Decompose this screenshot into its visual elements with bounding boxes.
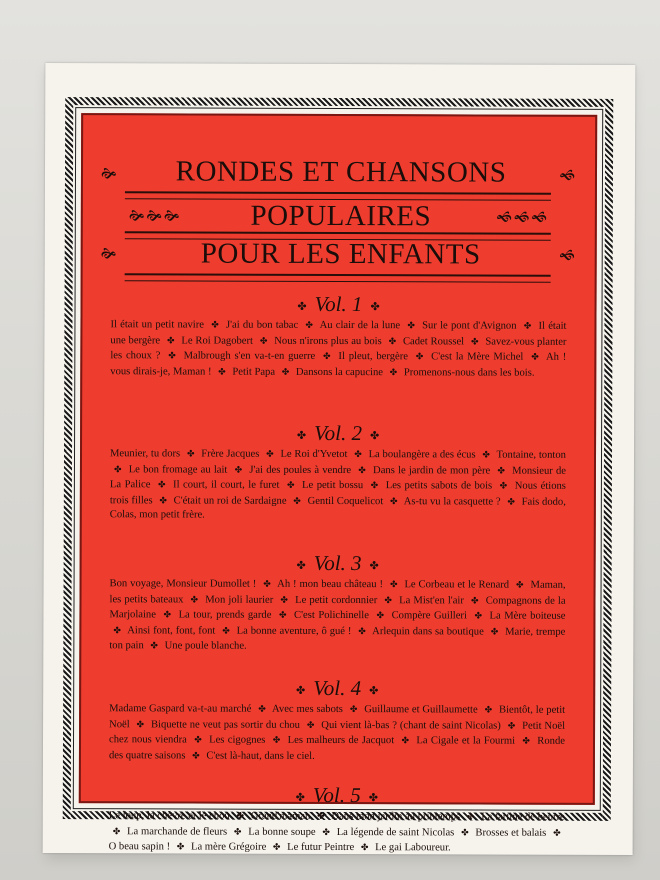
song-title: Le petit bossu [301,479,364,492]
flourish-separator-icon: ✤ [461,826,469,837]
song-title: Guillaume et Guillaumette [364,704,478,716]
flourish-separator-icon: ✤ [259,335,268,346]
song-title: C'est Polichinelle [294,609,369,622]
song-title: Maman, les petits bateaux [109,579,566,605]
song-title: La Cigale et la Fourmi [416,735,516,747]
song-title: Il était un petit navire [110,319,204,331]
flourish-separator-icon: ✤ [384,594,392,605]
flourish-separator-icon: ✤ [176,841,185,852]
flourish-icon: ✤ [296,429,307,442]
flourish-separator-icon: ✤ [388,335,397,346]
flourish-separator-icon: ✤ [349,704,358,715]
flourish-separator-icon: ✤ [234,464,243,475]
song-title: La bonne soupe [248,826,316,838]
flourish-separator-icon: ✤ [490,626,499,637]
song-title: Marie, trempe ton pain [109,626,566,652]
song-title: Le loup, la chèvre et le chou [108,810,230,822]
flourish-separator-icon: ✤ [323,350,331,361]
song-title: O beau sapin ! [108,841,171,853]
song-title: Une poule blanche. [164,640,247,652]
flourish-separator-icon: ✤ [186,448,195,459]
song-title: Cadet Roussel [402,335,465,347]
flourish-separator-icon: ✤ [354,449,362,460]
song-title: As-tu vu la casquette ? [403,495,501,508]
bird-ornament-icon: 🙞 [100,247,119,263]
song-title: Petit Papa [232,366,276,378]
flourish-separator-icon: ✤ [531,351,539,362]
flourish-separator-icon: ✤ [136,718,145,729]
flourish-separator-icon: ✤ [474,610,483,621]
song-title: Nous n'irons plus au bois [274,335,382,347]
flourish-separator-icon: ✤ [306,719,315,730]
flourish-icon: ✤ [369,559,379,572]
song-title: C'est là-haut, dans le ciel. [206,750,315,762]
song-title: Le Roi Dagobert [181,334,254,347]
flourish-separator-icon: ✤ [507,720,516,731]
song-title: Ainsi font, font, font [127,624,216,637]
flourish-separator-icon: ✤ [470,335,479,346]
flourish-separator-icon: ✤ [272,841,281,852]
volume-song-list [109,576,565,655]
flourish-separator-icon: ✤ [258,703,266,714]
title-rule [125,273,551,282]
song-title: Les petits sabots de bois [385,480,493,492]
song-title: Qui vient là-bas ? (chant de saint Nicolas) [321,719,501,732]
flourish-separator-icon: ✤ [305,319,313,330]
flourish-separator-icon: ✤ [376,610,385,621]
song-title: Au clair de la lune [319,319,401,332]
song-title: Dans le jardin de mon père [373,464,491,477]
flourish-separator-icon: ✤ [218,366,226,377]
song-title: C'était un roi de Sardaigne [173,494,287,507]
song-title: La Mère boiteuse [489,610,566,622]
volume-heading: ✤ Vol. 1 ✤ [297,291,380,317]
flourish-separator-icon: ✤ [389,579,398,590]
song-title: Mon joli laurier [205,594,274,606]
song-title: Compagnons de la Marjolaine [109,595,566,621]
flourish-separator-icon: ✤ [211,319,219,330]
song-title: La Mist'en l'air [399,594,464,606]
flourish-separator-icon: ✤ [484,704,493,715]
song-title: Les malheurs de Jacquot [287,734,395,747]
flourish-separator-icon: ✤ [360,842,369,853]
flourish-separator-icon: ✤ [466,811,475,822]
title-line-3: POUR LES ENFANTS [200,237,481,271]
flourish-separator-icon: ✤ [280,594,289,605]
song-title: La boulangère a des écus [368,449,476,461]
flourish-icon: ✤ [296,684,306,697]
song-title: Le bon fromage au lait [128,463,228,476]
flourish-separator-icon: ✤ [157,479,166,490]
flourish-separator-icon: ✤ [159,494,167,505]
flourish-separator-icon: ✤ [523,320,532,331]
flourish-separator-icon: ✤ [317,810,325,821]
song-title: Grand'maman [250,810,311,822]
song-title: J'ai du bon tabac [225,319,299,331]
flourish-separator-icon: ✤ [286,479,295,490]
volume-song-list [110,317,566,381]
bird-ornament-icon: 🙜🙜🙜 [496,210,549,226]
flourish-icon: ✤ [370,300,380,313]
bird-ornament-icon: 🙜 [559,248,577,264]
song-title: Avec mes sabots [272,703,343,716]
flourish-separator-icon: ✤ [516,579,524,590]
volume-heading: ✤ Vol. 2 ✤ [296,420,380,446]
song-title: Il pleut, bergère [338,350,408,363]
flourish-separator-icon: ✤ [266,448,274,459]
song-title: Madame Gaspard va-t-au marché [109,703,252,715]
flourish-separator-icon: ✤ [192,749,200,761]
song-title: Nous étions trois filles [109,480,566,506]
flourish-separator-icon: ✤ [293,495,301,506]
flourish-separator-icon: ✤ [499,480,508,491]
song-title: Bon voyage, Monsieur Dumollet ! [109,578,257,590]
flourish-separator-icon: ✤ [553,827,561,838]
volume-heading: ✤ Vol. 4 ✤ [296,675,379,701]
song-title: Sur le pont d'Avignon [422,320,517,332]
flourish-separator-icon: ✤ [113,463,122,474]
bird-ornament-icon: 🙞🙞🙞 [128,209,182,225]
flourish-icon: ✤ [297,300,307,313]
flourish-separator-icon: ✤ [497,465,505,476]
song-title: Bientôt, le petit Noël [109,704,566,730]
volume-heading: ✤ Vol. 3 ✤ [296,550,379,576]
flourish-separator-icon: ✤ [390,495,398,506]
song-title: Frère Jacques [201,448,260,460]
song-title: Dansons la capucine [295,366,384,378]
song-title: Dans mon jardin au printemps [331,810,461,823]
flourish-separator-icon: ✤ [163,609,172,620]
flourish-separator-icon: ✤ [482,449,490,460]
flourish-separator-icon: ✤ [222,625,230,636]
song-title: Le Corbeau et le Renard [404,579,510,591]
flourish-separator-icon: ✤ [389,366,398,377]
bird-ornament-icon: 🙞 [100,167,119,183]
flourish-separator-icon: ✤ [471,594,479,605]
song-title: La mère Grégoire [190,841,267,853]
song-title: La marchande de fleurs [127,825,228,838]
song-title: Le petit cordonnier [295,594,378,606]
song-title: La tour, prends garde [178,609,272,621]
flourish-icon: ✤ [368,791,378,804]
flourish-separator-icon: ✤ [112,825,121,836]
song-title: Fais dodo, Colas, mon petit frère. [109,496,566,521]
flourish-separator-icon: ✤ [194,734,202,745]
flourish-icon: ✤ [369,684,379,697]
flourish-separator-icon: ✤ [358,625,366,636]
title-line-1: RONDES ET CHANSONS [175,155,507,189]
song-title: J'ai des poules à vendre [249,464,352,476]
flourish-separator-icon: ✤ [401,735,410,746]
song-title: Promenons-nous dans les bois. [403,366,535,379]
flourish-icon: ✤ [296,559,306,572]
song-title: Il court, il court, le furet [173,479,280,491]
song-title: Meunier, tu dors [109,448,181,460]
flourish-separator-icon: ✤ [236,810,245,821]
song-title: Monsieur de La Palice [109,465,567,491]
volume-song-list [109,808,565,856]
flourish-separator-icon: ✤ [278,609,287,620]
song-title: Savez-vous planter les choux ? [110,336,567,362]
volume-song-list [109,701,565,765]
flourish-separator-icon: ✤ [272,734,281,745]
flourish-separator-icon: ✤ [507,496,515,507]
song-title: Ah ! vous dirais-je, Maman ! [110,351,567,378]
song-title: Le Roi d'Yvetot [280,448,348,461]
song-title: Il était une bergère [110,320,567,346]
song-title: Les cigognes [209,734,266,746]
song-title: Le futur Peintre [287,841,355,854]
song-booklet-cover [43,63,636,855]
flourish-separator-icon: ✤ [370,480,379,491]
song-title: Biquette ne veut pas sortir du chou [150,718,301,731]
song-title: Ah ! mon beau château ! [277,578,384,591]
song-title: Petit Noël chez nous viendra [108,720,566,746]
song-title: Ronde des quatre saisons [108,735,566,761]
song-title: Arlequin dans sa boutique [372,625,484,638]
flourish-separator-icon: ✤ [522,735,530,746]
title-line-2: POPULAIRES [250,199,432,233]
flourish-separator-icon: ✤ [415,351,424,362]
volume-heading: ✤ Vol. 5 ✤ [295,782,378,808]
song-title: Gentil Coquelicot [307,495,384,507]
flourish-separator-icon: ✤ [233,826,242,837]
song-title: Brosses et balais [475,826,547,839]
flourish-separator-icon: ✤ [281,366,290,377]
flourish-separator-icon: ✤ [168,350,176,361]
bird-ornament-icon: 🙜 [559,168,578,184]
flourish-icon: ✤ [369,429,380,442]
flourish-separator-icon: ✤ [358,464,366,475]
song-title: La légende de saint Nicolas [336,826,455,838]
flourish-separator-icon: ✤ [322,826,330,837]
red-panel [79,113,597,854]
flourish-icon: ✤ [295,791,305,804]
song-title: Malbrough s'en va-t-en guerre [183,350,316,362]
song-title: C'est la Mère Michel [431,351,524,363]
flourish-separator-icon: ✤ [166,334,175,345]
flourish-separator-icon: ✤ [407,320,415,331]
song-title: Tontaine, tonton [496,449,566,461]
song-title: La tartine de beurre [481,811,565,823]
song-title: La bonne aventure, ô gué ! [236,625,352,637]
song-title: Le gai Laboureur. [375,842,451,854]
flourish-separator-icon: ✤ [263,578,271,589]
volume-song-list [110,446,566,524]
flourish-separator-icon: ✤ [150,640,159,651]
flourish-separator-icon: ✤ [190,593,199,605]
flourish-separator-icon: ✤ [113,624,121,635]
song-title: Compère Guilleri [391,610,467,622]
